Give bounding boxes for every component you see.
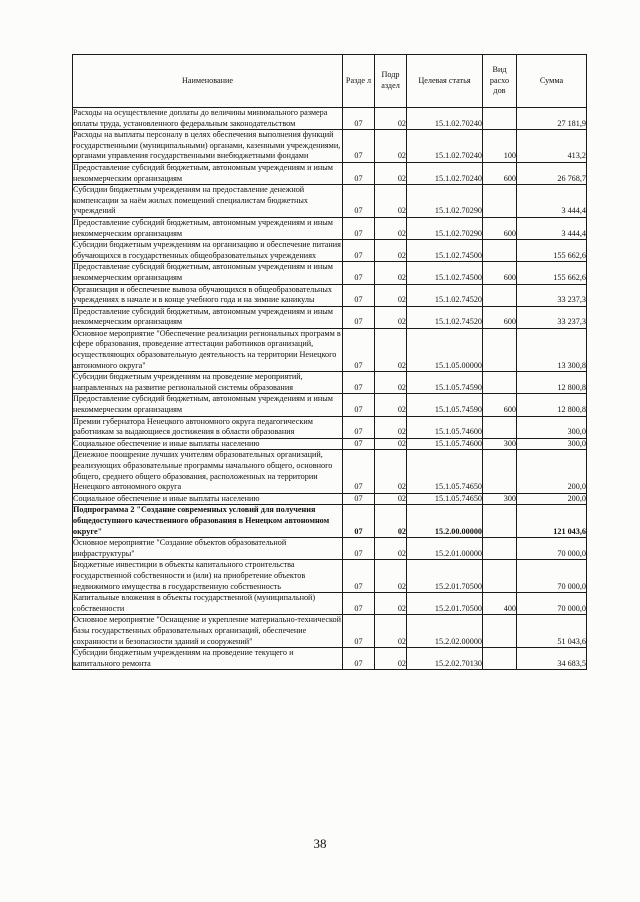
row-name: Предоставление субсидий бюджетным, автономным учреждениям и иным некоммерческим организациям xyxy=(73,306,343,328)
row-section: 07 xyxy=(343,185,375,218)
row-subsection: 02 xyxy=(375,450,407,493)
row-name: Субсидии бюджетным учреждениям на проведение текущего и капитального ремонта xyxy=(73,648,343,670)
header-expense-type: Вид расхо дов xyxy=(483,55,517,108)
row-expense-type: 400 xyxy=(483,593,517,615)
row-subsection: 02 xyxy=(375,217,407,239)
row-name: Расходы на выплаты персоналу в целях обеспечения выполнения функций государственными (муниципальными) органами, казенными учреждениями, органами управления государственными внебюджетными фондами xyxy=(73,130,343,163)
row-section: 07 xyxy=(343,560,375,593)
row-target: 15.2.00.00000 xyxy=(407,505,483,538)
row-name: Основное мероприятие "Обеспечение реализации региональных программ в сфере образования, проведение аттестации работников организаций, осуществляющих образовательную деятельность на территории Ненецкого автономного округа" xyxy=(73,328,343,371)
row-name: Социальное обеспечение и иные выплаты населению xyxy=(73,493,343,505)
row-target: 15.1.05.74590 xyxy=(407,394,483,416)
table-row xyxy=(73,538,587,560)
row-expense-type xyxy=(483,416,517,438)
table-row xyxy=(73,615,587,648)
row-target: 15.1.05.74650 xyxy=(407,493,483,505)
row-subsection: 02 xyxy=(375,306,407,328)
row-name: Предоставление субсидий бюджетным, автономным учреждениям и иным некоммерческим организациям xyxy=(73,217,343,239)
row-subsection: 02 xyxy=(375,328,407,371)
row-subsection: 02 xyxy=(375,493,407,505)
row-sum: 12 800,8 xyxy=(517,372,587,394)
row-name: Субсидии бюджетным учреждениям на предоставление денежной компенсации за наём жилых помещений специалистам бюджетных учреждений xyxy=(73,185,343,218)
row-subsection: 02 xyxy=(375,416,407,438)
table-row xyxy=(73,284,587,306)
row-target: 15.1.02.74520 xyxy=(407,306,483,328)
row-expense-type: 600 xyxy=(483,394,517,416)
row-target: 15.1.02.74520 xyxy=(407,284,483,306)
row-subsection: 02 xyxy=(375,438,407,450)
row-subsection: 02 xyxy=(375,394,407,416)
row-name: Предоставление субсидий бюджетным, автономным учреждениям и иным некоммерческим организациям xyxy=(73,394,343,416)
row-section: 07 xyxy=(343,162,375,184)
row-expense-type xyxy=(483,538,517,560)
table-row xyxy=(73,108,587,130)
row-expense-type xyxy=(483,328,517,371)
row-section: 07 xyxy=(343,108,375,130)
row-name: Субсидии бюджетным учреждениям на организацию и обеспечение питания обучающихся в государственных общеобразовательных учреждениях xyxy=(73,240,343,262)
row-sum: 155 662,6 xyxy=(517,240,587,262)
row-name: Премии губернатора Ненецкого автономного округа педагогическим работникам за выдающиеся достижения в области образования xyxy=(73,416,343,438)
row-sum: 70 000,0 xyxy=(517,538,587,560)
row-subsection: 02 xyxy=(375,615,407,648)
page-number: 38 xyxy=(313,836,327,851)
table-row xyxy=(73,560,587,593)
row-target: 15.2.02.70130 xyxy=(407,648,483,670)
row-section: 07 xyxy=(343,538,375,560)
row-target: 15.1.02.70240 xyxy=(407,162,483,184)
row-section: 07 xyxy=(343,450,375,493)
row-sum: 300,0 xyxy=(517,438,587,450)
row-name: Расходы на осуществление доплаты до величины минимального размера оплаты труда, установленного федеральным законодательством xyxy=(73,108,343,130)
table-row xyxy=(73,217,587,239)
table-row xyxy=(73,394,587,416)
row-subsection: 02 xyxy=(375,240,407,262)
row-section: 07 xyxy=(343,306,375,328)
row-subsection: 02 xyxy=(375,130,407,163)
row-section: 07 xyxy=(343,438,375,450)
row-target: 15.1.02.70240 xyxy=(407,130,483,163)
row-subsection: 02 xyxy=(375,505,407,538)
row-name: Бюджетные инвестиции в объекты капитального строительства государственной собственности и (или) на приобретение объектов недвижимого имущества в государственную собственность xyxy=(73,560,343,593)
row-target: 15.1.02.70290 xyxy=(407,217,483,239)
row-expense-type xyxy=(483,108,517,130)
row-section: 07 xyxy=(343,240,375,262)
row-target: 15.2.01.70500 xyxy=(407,560,483,593)
header-subsection: Подр аздел xyxy=(375,55,407,108)
row-subsection: 02 xyxy=(375,372,407,394)
row-sum: 200,0 xyxy=(517,493,587,505)
row-expense-type: 600 xyxy=(483,217,517,239)
row-section: 07 xyxy=(343,328,375,371)
row-section: 07 xyxy=(343,416,375,438)
row-subsection: 02 xyxy=(375,538,407,560)
row-subsection: 02 xyxy=(375,284,407,306)
row-sum: 300,0 xyxy=(517,416,587,438)
row-target: 15.1.02.74500 xyxy=(407,262,483,284)
table-row xyxy=(73,505,587,538)
table-row xyxy=(73,438,587,450)
table-row xyxy=(73,372,587,394)
row-name: Денежное поощрение лучших учителям образовательных организаций, реализующих образовательные программы начального общего, основного общего, среднего общего образования, расположенных на территории Ненецкого автономного округа xyxy=(73,450,343,493)
row-name: Предоставление субсидий бюджетным, автономным учреждениям и иным некоммерческим организациям xyxy=(73,262,343,284)
row-name: Подпрограмма 2 "Создание современных условий для получения общедоступного качественного образования в Ненецком автономном округе" xyxy=(73,505,343,538)
row-sum: 33 237,3 xyxy=(517,284,587,306)
row-section: 07 xyxy=(343,648,375,670)
row-subsection: 02 xyxy=(375,262,407,284)
row-section: 07 xyxy=(343,284,375,306)
row-subsection: 02 xyxy=(375,648,407,670)
row-sum: 34 683,5 xyxy=(517,648,587,670)
row-sum: 12 800,8 xyxy=(517,394,587,416)
table-row xyxy=(73,306,587,328)
row-section: 07 xyxy=(343,372,375,394)
table-row xyxy=(73,130,587,163)
row-name: Субсидии бюджетным учреждениям на проведение мероприятий, направленных на развитие региональной системы образования xyxy=(73,372,343,394)
row-expense-type: 100 xyxy=(483,130,517,163)
table-row xyxy=(73,416,587,438)
row-sum: 26 768,7 xyxy=(517,162,587,184)
row-target: 15.1.02.74500 xyxy=(407,240,483,262)
row-sum: 3 444,4 xyxy=(517,185,587,218)
row-name: Предоставление субсидий бюджетным, автономным учреждениям и иным некоммерческим организациям xyxy=(73,162,343,184)
row-section: 07 xyxy=(343,394,375,416)
row-sum: 3 444,4 xyxy=(517,217,587,239)
row-expense-type xyxy=(483,450,517,493)
row-sum: 121 043,6 xyxy=(517,505,587,538)
header-section: Разде л xyxy=(343,55,375,108)
row-sum: 155 662,6 xyxy=(517,262,587,284)
row-section: 07 xyxy=(343,593,375,615)
row-target: 15.1.02.70240 xyxy=(407,108,483,130)
row-subsection: 02 xyxy=(375,185,407,218)
row-sum: 70 000,0 xyxy=(517,593,587,615)
budget-table xyxy=(72,54,587,670)
row-target: 15.2.01.00000 xyxy=(407,538,483,560)
row-expense-type: 600 xyxy=(483,162,517,184)
row-target: 15.1.05.74590 xyxy=(407,372,483,394)
row-target: 15.1.05.74600 xyxy=(407,416,483,438)
table-header-row xyxy=(73,55,587,108)
header-name: Наименование xyxy=(73,55,343,108)
row-target: 15.2.01.70500 xyxy=(407,593,483,615)
row-target: 15.1.05.74600 xyxy=(407,438,483,450)
row-section: 07 xyxy=(343,615,375,648)
row-section: 07 xyxy=(343,262,375,284)
row-sum: 33 237,3 xyxy=(517,306,587,328)
row-subsection: 02 xyxy=(375,162,407,184)
row-name: Организация и обеспечение вывоза обучающихся в общеобразовательных учреждениях в начале и в конце учебного года и на зимние каникулы xyxy=(73,284,343,306)
row-expense-type xyxy=(483,505,517,538)
row-expense-type xyxy=(483,372,517,394)
row-subsection: 02 xyxy=(375,108,407,130)
row-sum: 413,2 xyxy=(517,130,587,163)
row-target: 15.1.02.70290 xyxy=(407,185,483,218)
row-target: 15.1.05.00000 xyxy=(407,328,483,371)
header-sum: Сумма xyxy=(517,55,587,108)
header-target: Целевая статья xyxy=(407,55,483,108)
row-section: 07 xyxy=(343,493,375,505)
table-row xyxy=(73,593,587,615)
row-sum: 70 000,0 xyxy=(517,560,587,593)
row-target: 15.1.05.74650 xyxy=(407,450,483,493)
row-name: Основное мероприятие "Оснащение и укрепление материально-технической базы государственных образовательных организаций, обеспечение сохранности и безопасности зданий и сооружений" xyxy=(73,615,343,648)
row-subsection: 02 xyxy=(375,593,407,615)
table-row xyxy=(73,262,587,284)
row-section: 07 xyxy=(343,505,375,538)
row-section: 07 xyxy=(343,217,375,239)
row-expense-type: 600 xyxy=(483,262,517,284)
table-row xyxy=(73,648,587,670)
row-sum: 27 181,9 xyxy=(517,108,587,130)
row-target: 15.2.02.00000 xyxy=(407,615,483,648)
row-expense-type xyxy=(483,560,517,593)
row-expense-type xyxy=(483,284,517,306)
row-sum: 200,0 xyxy=(517,450,587,493)
row-name: Капитальные вложения в объекты государственной (муниципальной) собственности xyxy=(73,593,343,615)
row-sum: 13 300,8 xyxy=(517,328,587,371)
row-name: Основное мероприятие "Создание объектов образовательной инфраструктуры" xyxy=(73,538,343,560)
table-row xyxy=(73,162,587,184)
table-row xyxy=(73,450,587,493)
row-subsection: 02 xyxy=(375,560,407,593)
row-expense-type xyxy=(483,648,517,670)
table-row xyxy=(73,240,587,262)
row-expense-type xyxy=(483,185,517,218)
row-expense-type: 300 xyxy=(483,493,517,505)
table-row xyxy=(73,185,587,218)
row-expense-type xyxy=(483,615,517,648)
row-sum: 51 043,6 xyxy=(517,615,587,648)
table-row xyxy=(73,328,587,371)
row-expense-type: 300 xyxy=(483,438,517,450)
table-body xyxy=(73,108,587,670)
row-section: 07 xyxy=(343,130,375,163)
table-row xyxy=(73,493,587,505)
row-name: Социальное обеспечение и иные выплаты населению xyxy=(73,438,343,450)
row-expense-type: 600 xyxy=(483,306,517,328)
row-expense-type xyxy=(483,240,517,262)
